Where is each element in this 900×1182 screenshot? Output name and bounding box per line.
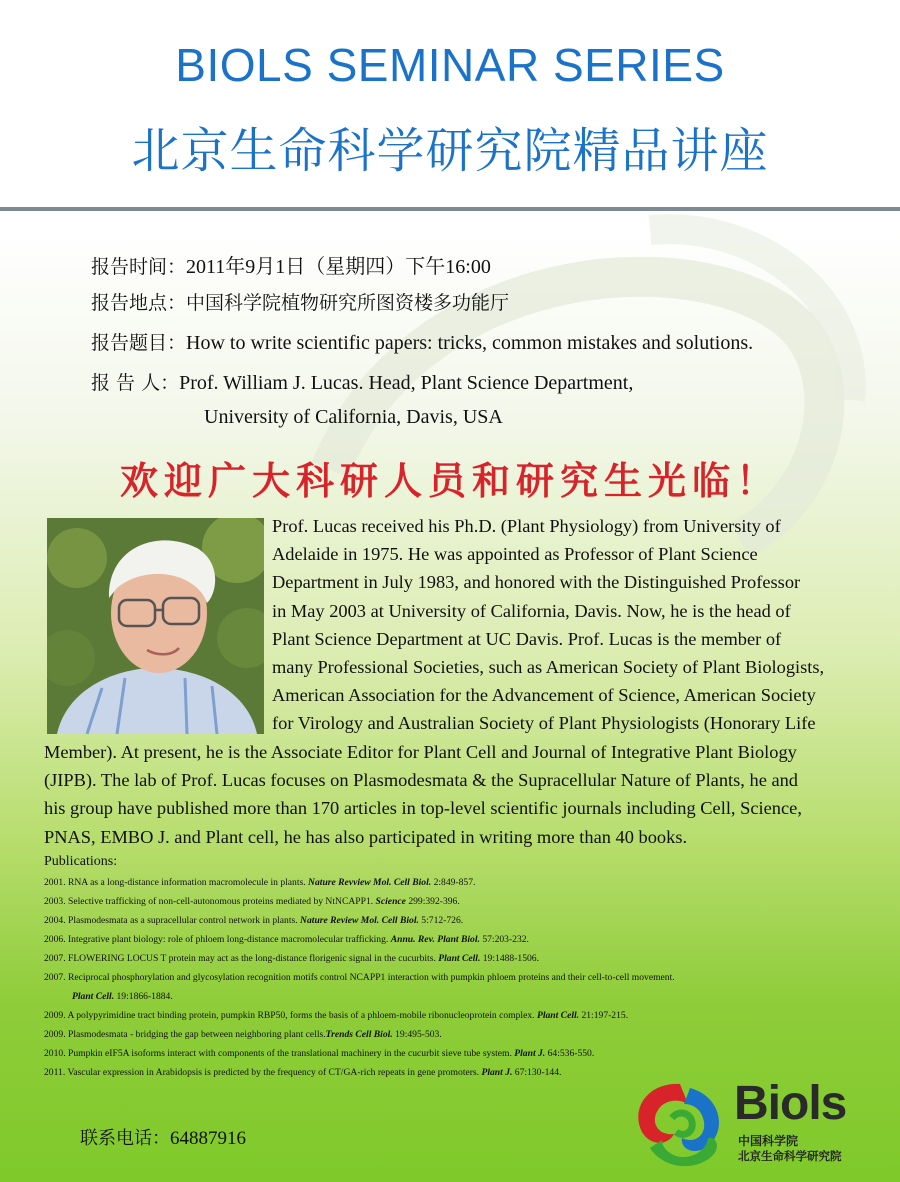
publication-journal: Plant Cell.	[536, 1010, 580, 1021]
publication-text: 2007. Reciprocal phosphorylation and glycosylation recognition motifs control NCAPP1 interaction with pumpkin phloem proteins and their cell-to-cell movement.	[44, 972, 675, 983]
publication-ref: 299:392-396.	[405, 896, 460, 907]
logo-biols-name: 北京生命科学研究院	[738, 1149, 842, 1163]
publication-item	[44, 1044, 864, 1063]
seminar-title-en: BIOLS SEMINAR SERIES	[175, 39, 725, 91]
logo-cas-name: 中国科学院	[738, 1134, 799, 1148]
publications-list	[44, 873, 864, 1082]
publication-ref: 57:203-232.	[479, 934, 529, 945]
publication-item	[44, 1006, 864, 1025]
publication-journal: Trends Cell Biol.	[325, 1029, 393, 1040]
publication-ref: 5:712-726.	[418, 915, 464, 926]
publication-journal: Plant Cell.	[72, 991, 115, 1002]
publication-item	[44, 968, 864, 987]
welcome-banner: 欢迎广大科研人员和研究生光临！	[119, 459, 780, 503]
publication-ref: 21:197-215.	[579, 1010, 629, 1021]
publication-journal: Science	[375, 896, 406, 907]
publication-ref: 2:849-857.	[431, 877, 476, 888]
bio-line: Adelaide in 1975. He was appointed as Professor of Plant Science	[272, 544, 758, 565]
publication-ref: 64:536-550.	[545, 1048, 595, 1059]
publications-title: Publications:	[44, 854, 118, 869]
speaker-photo	[47, 518, 264, 734]
publication-journal: Nature Revview Mol. Cell Biol.	[308, 877, 432, 888]
speaker-label: 报 告 人：	[91, 372, 180, 394]
publication-text: 2004. Plasmodesmata as a supracellular control network in plants.	[44, 915, 301, 926]
bio-line: PNAS, EMBO J. and Plant cell, he has also participated in writing more than 40 books.	[44, 826, 688, 847]
publication-journal: Annu. Rev. Plant Biol.	[390, 934, 480, 945]
topic-value: How to write scientific papers: tricks, common mistakes and solutions.	[186, 332, 754, 354]
topic-label: 报告题目：	[91, 332, 187, 354]
publication-journal: Nature Review Mol. Cell Biol.	[300, 915, 419, 926]
publication-ref: 67:130-144.	[512, 1067, 562, 1078]
publication-text: 2001. RNA as a long-distance information macromolecule in plants.	[44, 877, 309, 888]
contact-label: 联系电话：	[80, 1128, 170, 1149]
bio-line: in May 2003 at University of California, Davis. Now, he is the head of	[272, 600, 791, 621]
publication-text: 2010. Pumpkin eIF5A isoforms interact with components of the translational machinery in the cucurbit sieve tube system.	[44, 1048, 515, 1059]
publication-text: 2007. FLOWERING LOCUS T protein may act as the long-distance florigenic signal in the cucurbits.	[44, 953, 439, 964]
time-value: 2011年9月1日（星期四）下午16:00	[186, 256, 491, 278]
publication-item	[44, 987, 864, 1006]
header-divider	[0, 207, 900, 211]
contact-phone: 64887916	[170, 1128, 246, 1149]
publication-text: 2006. Integrative plant biology: role of phloem long-distance macromolecular trafficking.	[44, 934, 391, 945]
bio-line: American Association for the Advancement of Science, American Society	[272, 685, 816, 706]
bio-line: Department in July 1983, and honored with the Distinguished Professor	[272, 572, 801, 593]
publication-item	[44, 949, 864, 968]
biols-logo	[628, 1074, 878, 1174]
bio-line: (JIPB). The lab of Prof. Lucas focuses on Plasmodesmata & the Supracellular Nature of Plants, he and	[44, 770, 799, 791]
speaker-line-2: University of California, Davis, USA	[204, 406, 503, 428]
publication-item	[44, 1025, 864, 1044]
publication-text: 2009. A polypyrimidine tract binding protein, pumpkin RBP50, forms the basis of a phloem-mobile ribonucleoprotein complex.	[44, 1010, 537, 1021]
info-topic	[91, 328, 753, 355]
place-value: 中国科学院植物研究所图资楼多功能厅	[186, 292, 510, 314]
biols-logo-mark	[628, 1074, 732, 1174]
info-place	[91, 288, 509, 315]
publication-text: 2003. Selective trafficking of non-cell-autonomous proteins mediated by NtNCAPP1.	[44, 896, 376, 907]
bio-line: Prof. Lucas received his Ph.D. (Plant Physiology) from University of	[272, 516, 781, 536]
publication-ref: 19:495-503.	[392, 1029, 442, 1040]
publication-ref: 19:1866-1884.	[114, 991, 173, 1002]
publication-journal: Plant J.	[514, 1048, 546, 1059]
place-label: 报告地点：	[91, 292, 187, 314]
publication-item	[44, 930, 864, 949]
bio-line: his group have published more than 170 articles in top-level scientific journals including Cell, Science,	[44, 798, 802, 819]
info-time	[91, 250, 491, 279]
bio-line: Plant Science Department at UC Davis. Prof. Lucas is the member of	[272, 628, 782, 649]
publication-item	[44, 911, 864, 930]
info-speaker	[91, 368, 633, 395]
publication-item	[44, 873, 864, 892]
bio-line: many Professional Societies, such as American Society of Plant Biologists,	[272, 657, 825, 677]
publication-ref: 19:1488-1506.	[480, 953, 539, 964]
time-label: 报告时间：	[91, 256, 187, 278]
publication-text: 2011. Vascular expression in Arabidopsis is predicted by the frequency of CT/GA-rich repeats in gene promoters.	[44, 1067, 482, 1078]
contact-line	[80, 1124, 246, 1150]
bio-line: Member). At present, he is the Associate Editor for Plant Cell and Journal of Integrative Plant Biology	[44, 742, 797, 762]
header-panel	[0, 0, 900, 208]
publication-item	[44, 892, 864, 911]
bio-line: for Virology and Australian Society of Plant Physiologists (Honorary Life	[272, 713, 816, 734]
publication-text: 2009. Plasmodesmata - bridging the gap between neighboring plant cells.	[44, 1029, 326, 1040]
seminar-title-cn: 北京生命科学研究院精品讲座	[131, 123, 769, 179]
publication-journal: Plant Cell.	[438, 953, 481, 964]
logo-wordmark: Biols	[734, 1077, 847, 1130]
publication-journal: Plant J.	[481, 1067, 513, 1078]
speaker-line-1: Prof. William J. Lucas. Head, Plant Science Department,	[179, 372, 634, 394]
